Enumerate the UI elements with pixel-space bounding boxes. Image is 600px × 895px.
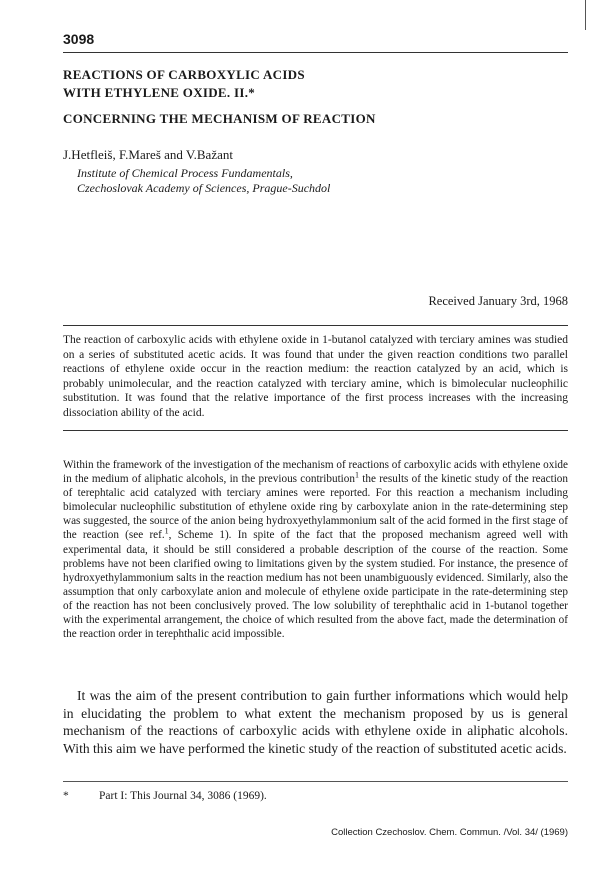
reference-marker-2: 1 bbox=[164, 526, 169, 536]
footnote-marker: * bbox=[63, 790, 69, 802]
journal-footer: Collection Czechoslov. Chem. Commun. /Vol. 34/ (1969) bbox=[331, 827, 568, 838]
header-rule bbox=[63, 52, 568, 53]
received-date: Received January 3rd, 1968 bbox=[428, 294, 568, 308]
affiliation-line-1: Institute of Chemical Process Fundamentals, bbox=[77, 166, 293, 180]
paragraph-1-text-b: the results of the kinetic study of the reaction of terephtalic acid catalyzed with terciary amines were reported. For this reaction a mechanism including bimolecular nucleophilic substitution of ethylene oxide ring by carboxylate anion in the rate-determining step was suggested, the source of the anion being hydroxyethylammonium salt of the acid formed in the first stage of the reaction (see ref. bbox=[63, 473, 568, 542]
abstract-bottom-rule bbox=[63, 430, 568, 431]
title-line-1: REACTIONS OF CARBOXYLIC ACIDS bbox=[63, 67, 305, 82]
footnote bbox=[63, 790, 267, 802]
title-line-2: WITH ETHYLENE OXIDE. II.* bbox=[63, 85, 256, 100]
paragraph-1-text-a: Within the framework of the investigation of the mechanism of reactions of carboxylic acids with ethylene oxide in the medium of aliphatic alcohols, in the previous contribution bbox=[63, 459, 568, 486]
abstract-top-rule bbox=[63, 325, 568, 326]
paragraph-1-text-c: , Scheme 1). In spite of the fact that the proposed mechanism agreed well with experimental data, it should be still considered a probable description of the course of the reaction. Some problems have not been clarified owing to limitations given by the system studied. For instance, the presence of hydroxyethylammonium salts in the reaction medium has not been unambiguously evidenced. Similarly, also the assumption that only carboxylate anion and molecule of ethylene oxide participate in the rate-determining step of the reaction has not been conclusively proved. The low solubility of terephthalic acid in 1-butanol together with the experimental arrangement, the choice of which resulted from the above fact, made the determination of the reaction order in terephthalic acid impossible. bbox=[63, 529, 568, 641]
abstract: The reaction of carboxylic acids with ethylene oxide in 1-butanol catalyzed with terciary amines was studied on a series of substituted acetic acids. It was found that under the given reaction conditions two parallel reactions of ethylene oxide occur in the reaction medium: the reaction catalyzed by an acid, which is probably unimolecular, and the reaction catalyzed with terciary amine, which is bimolecular nucleophilic substitution. It was found that the relative importance of the first process increases with the increasing dissociation ability of the acid. bbox=[63, 334, 568, 419]
scan-edge-mark bbox=[585, 0, 586, 30]
title-line-3: CONCERNING THE MECHANISM OF REACTION bbox=[63, 111, 376, 126]
paragraph-2-text: It was the aim of the present contribution to gain further informations which would help in elucidating the problem to what extent the mechanism proposed by us is general mechanism of the reactions of carboxylic acids with ethylene oxide in aliphatic alcohols. With this aim we have performed the kinetic study of the reaction of substituted acetic acids. bbox=[63, 688, 568, 756]
authors: J.Hetfleiš, F.Mareš and V.Bažant bbox=[63, 147, 233, 162]
page-number: 3098 bbox=[63, 31, 95, 47]
affiliation-line-2: Czechoslovak Academy of Sciences, Prague-Suchdol bbox=[77, 181, 331, 195]
body-paragraph-1 bbox=[63, 458, 568, 641]
article-title bbox=[63, 66, 563, 128]
footnote-rule bbox=[63, 781, 568, 782]
body-paragraph-2 bbox=[63, 687, 568, 757]
reference-marker-1: 1 bbox=[354, 470, 359, 480]
affiliation bbox=[77, 166, 330, 196]
footnote-text: Part I: This Journal 34, 3086 (1969). bbox=[99, 790, 267, 802]
